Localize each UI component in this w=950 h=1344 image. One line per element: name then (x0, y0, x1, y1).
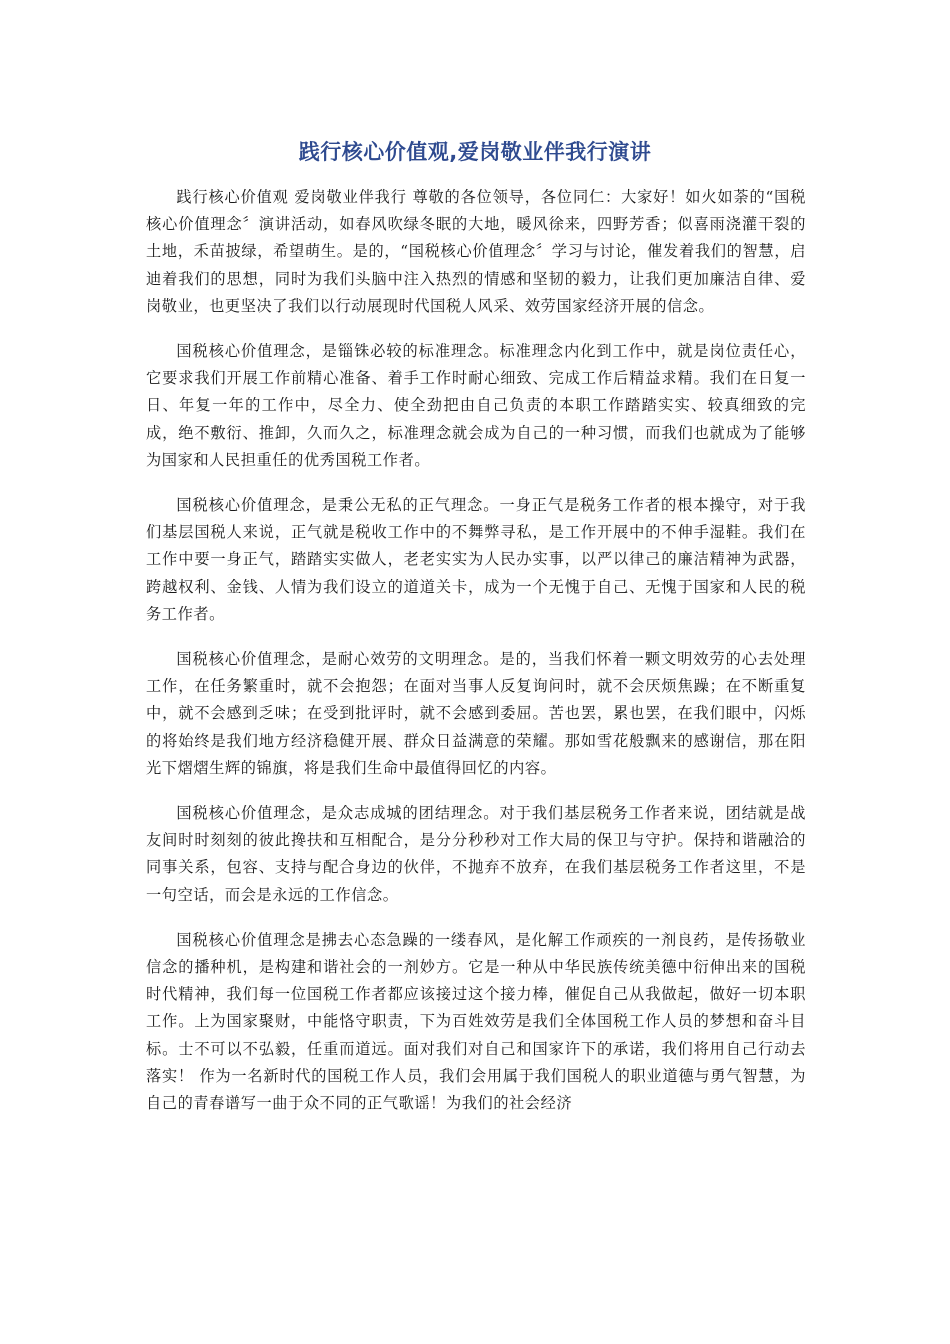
paragraph: 国税核心价值理念，是众志成城的团结理念。对于我们基层税务工作者来说，团结就是战友间时时刻刻的彼此搀扶和互相配合，是分分秒秒对工作大局的保卫与守护。保持和谐融洽的同事关系，包容、支持与配合身边的伙伴，不抛弃不放弃，在我们基层税务工作者这里，不是一句空话，而会是永远的工作信念。 (146, 804, 806, 904)
document-title: 践行核心价值观,爱岗敬业伴我行演讲 (298, 140, 652, 164)
paragraph: 国税核心价值理念，是锱铢必较的标准理念。标准理念内化到工作中，就是岗位责任心，它要求我们开展工作前精心准备、着手工作时耐心细致、完成工作后精益求精。我们在日复一日、年复一年的工作中，尽全力、使全劲把由自己负责的本职工作踏踏实实、较真细致的完成，绝不敷衍、推卸，久而久之，标准理念就会成为自己的一种习惯，而我们也就成为了能够为国家和人民担重任的优秀国税工作者。 (146, 342, 806, 469)
document-body (146, 184, 806, 1135)
paragraph: 国税核心价值理念，是秉公无私的正气理念。一身正气是税务工作者的根本操守，对于我们基层国税人来说，正气就是税收工作中的不舞弊寻私，是工作开展中的不伸手湿鞋。我们在工作中要一身正气，踏踏实实做人，老老实实为人民办实事，以严以律己的廉洁精神为武器，跨越权利、金钱、人情为我们设立的道道关卡，成为一个无愧于自己、无愧于国家和人民的税务工作者。 (146, 496, 806, 623)
paragraph: 国税核心价值理念，是耐心效劳的文明理念。是的，当我们怀着一颗文明效劳的心去处理工作，在任务繁重时，就不会抱怨；在面对当事人反复询问时，就不会厌烦焦躁；在不断重复中，就不会感到乏味；在受到批评时，就不会感到委屈。苦也罢，累也罢，在我们眼中，闪烁的将始终是我们地方经济稳健开展、群众日益满意的荣耀。那如雪花般飘来的感谢信，那在阳光下熠熠生辉的锦旗，将是我们生命中最值得回忆的内容。 (146, 650, 806, 777)
paragraph: 践行核心价值观 爱岗敬业伴我行 尊敬的各位领导，各位同仁：大家好！如火如荼的“国税核心价值理念〞演讲活动，如春风吹绿冬眠的大地，暖风徐来，四野芳香；似喜雨浇灌干裂的土地，禾苗披绿，希望萌生。是的，“国税核心价值理念〞学习与讨论，催发着我们的智慧，启迪着我们的思想，同时为我们头脑中注入热烈的情感和坚韧的毅力，让我们更加廉洁自律、爱岗敬业，也更坚决了我们以行动展现时代国税人风采、效劳国家经济开展的信念。 (146, 188, 806, 315)
paragraph: 国税核心价值理念是拂去心态急躁的一缕春风，是化解工作顽疾的一剂良药，是传扬敬业信念的播种机，是构建和谐社会的一剂妙方。它是一种从中华民族传统美德中衍伸出来的国税时代精神，我们每一位国税工作者都应该接过这个接力棒，催促自己从我做起，做好一切本职工作。上为国家聚财，中能恪守职责，下为百姓效劳是我们全体国税工作人员的梦想和奋斗目标。士不可以不弘毅，任重而道远。面对我们对自己和国家许下的承诺，我们将用自己行动去落实！ 作为一名新时代的国税工作人员，我们会用属于我们国税人的职业道德与勇气智慧，为自己的青春谱写一曲于众不同的正气歌谣！为我们的社会经济 (146, 930, 806, 1113)
